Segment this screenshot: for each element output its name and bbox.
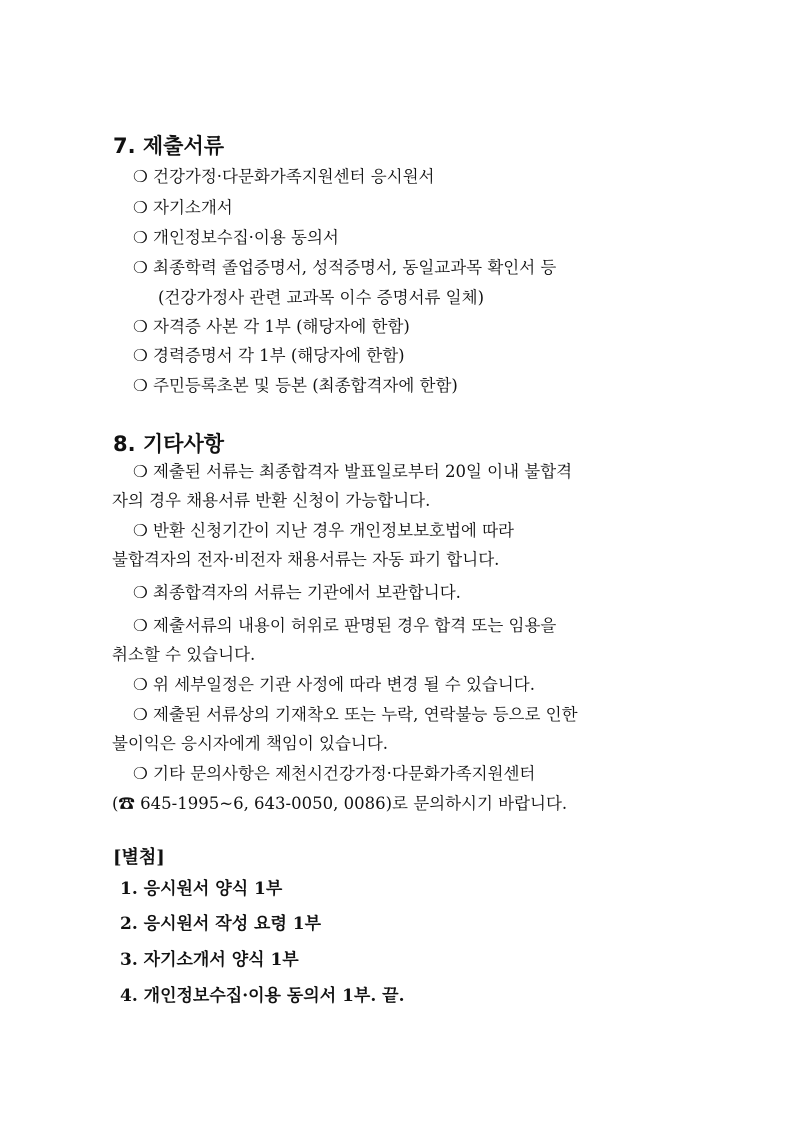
section-8-line: ❍ 기타 문의사항은 제천시건강가정·다문화가족지원센터 — [133, 764, 536, 783]
section-7-item: ❍ 자격증 사본 각 1부 (해당자에 한함) — [133, 317, 410, 336]
section-8-line: 불합격자의 전자·비전자 채용서류는 자동 파기 합니다. — [112, 550, 500, 569]
attachment-item: 3. 자기소개서 양식 1부 — [120, 950, 299, 970]
section-8-line: 취소할 수 있습니다. — [112, 645, 256, 664]
section-8-title: 8. 기타사항 — [113, 432, 225, 456]
attachment-item: 4. 개인정보수집·이용 동의서 1부. 끝. — [120, 986, 405, 1006]
section-8-line: ❍ 제출된 서류상의 기재착오 또는 누락, 연락불능 등으로 인한 — [133, 705, 578, 724]
attachment-item: 1. 응시원서 양식 1부 — [120, 879, 283, 899]
section-8-line: ❍ 반환 신청기간이 지난 경우 개인정보보호법에 따라 — [133, 521, 514, 540]
section-7-item: ❍ 개인정보수집·이용 동의서 — [133, 228, 339, 247]
attachments-title: [별첨] — [113, 847, 165, 868]
section-7-item: ❍ 주민등록초본 및 등본 (최종합격자에 한함) — [133, 376, 458, 395]
section-8-line: ❍ 제출된 서류는 최종합격자 발표일로부터 20일 이내 불합격 — [133, 462, 573, 481]
section-8-line: ❍ 최종합격자의 서류는 기관에서 보관합니다. — [133, 583, 461, 602]
section-8-line: ❍ 제출서류의 내용이 허위로 판명된 경우 합격 또는 임용을 — [133, 616, 557, 635]
section-7-item: ❍ 자기소개서 — [133, 198, 233, 217]
section-8-line: 자의 경우 채용서류 반환 신청이 가능합니다. — [112, 491, 431, 510]
section-7-item: ❍ 건강가정·다문화가족지원센터 응시원서 — [133, 167, 435, 186]
section-7-title: 7. 제출서류 — [113, 134, 225, 158]
section-7-item: (건강가정사 관련 교과목 이수 증명서류 일체) — [158, 288, 485, 307]
attachment-item: 2. 응시원서 작성 요령 1부 — [120, 914, 322, 934]
section-8-line: ❍ 위 세부일정은 기관 사정에 따라 변경 될 수 있습니다. — [133, 675, 535, 694]
section-8-line: 불이익은 응시자에게 책임이 있습니다. — [112, 734, 389, 753]
section-8-line: (☎ 645-1995~6, 643-0050, 0086)로 문의하시기 바랍니다. — [112, 794, 568, 813]
section-7-item: ❍ 최종학력 졸업증명서, 성적증명서, 동일교과목 확인서 등 — [133, 258, 557, 277]
section-7-item: ❍ 경력증명서 각 1부 (해당자에 한함) — [133, 346, 405, 365]
